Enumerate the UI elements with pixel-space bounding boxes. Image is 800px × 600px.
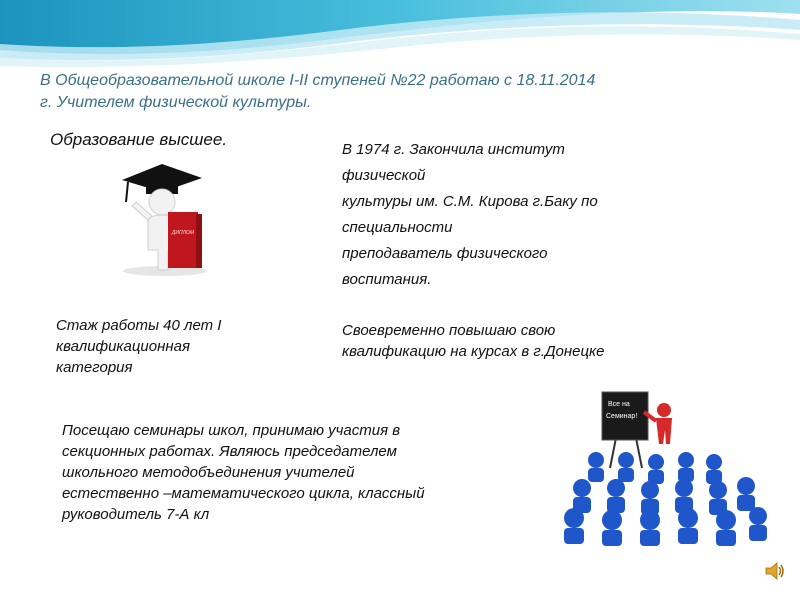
seminars-line-1: Посещаю семинары школ, принимаю участия в [62,422,401,439]
qualification-text [342,320,762,362]
institute-line-4: специальности [342,219,453,236]
seminars-line-2: секционных работах. Являюсь председателем [62,443,397,460]
seminars-text [62,420,552,525]
qualification-line-2: квалификацию на курсах в г.Донецке [342,343,605,360]
title-line-2: г. Учителем физической культуры. [40,94,312,111]
institute-line-2: физической [342,167,426,184]
education-heading: Образование высшее. [50,130,228,149]
speaker-icon[interactable] [764,560,786,582]
seminar-audience-picture [546,388,774,548]
institute-text [342,139,762,295]
board-text-line-1: Все на [608,401,630,408]
institute-line-6: воспитания. [342,271,432,288]
experience-line-3: категория [56,359,133,376]
seminars-line-4: естественно –математического цикла, классный [62,485,425,502]
board-text-line-2: Семинар! [606,413,638,420]
institute-line-5: преподаватель физического [342,245,548,262]
experience-text [56,315,316,378]
slide-title [40,70,770,114]
experience-line-1: Стаж работы 40 лет I [56,317,222,334]
diploma-label: ДИПЛОМ [171,230,195,236]
seminars-line-5: руководитель 7-А кл [62,506,210,523]
experience-line-2: квалификационная [56,338,190,355]
qualification-line-1: Своевременно повышаю свою [342,322,556,339]
graduate-diploma-picture [110,158,220,278]
institute-line-3: культуры им. С.М. Кирова г.Баку по [342,193,598,210]
title-line-1: В Общеобразовательной школе I-II ступеней №22 работаю с 18.11.2014 [40,72,596,89]
seminars-line-3: школьного методобъединения учителей [62,464,355,481]
institute-line-1: В 1974 г. Закончила институт [342,141,565,158]
